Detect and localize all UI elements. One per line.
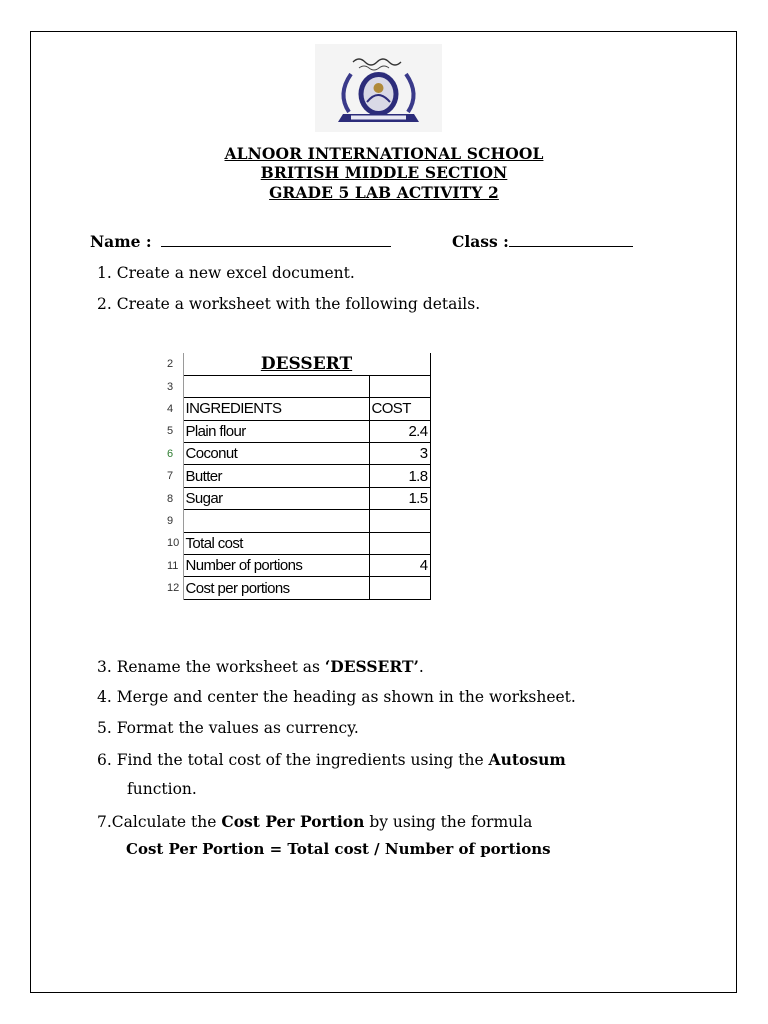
sheet-row xyxy=(164,420,430,442)
sheet-row xyxy=(164,465,430,487)
cell-a xyxy=(183,510,369,532)
name-label: Name : xyxy=(90,232,152,251)
class-label: Class : xyxy=(452,232,509,251)
row-number: 6 xyxy=(164,443,183,465)
cell-a: Number of portions xyxy=(183,555,369,577)
worksheet-title-cell: DESSERT xyxy=(183,353,430,375)
class-field[interactable] xyxy=(452,232,633,251)
cell-a: Coconut xyxy=(183,443,369,465)
cell-b: 2.4 xyxy=(369,420,430,442)
step-7-term: Cost Per Portion xyxy=(221,812,365,831)
step-3-sheet-name: ‘DESSERT’ xyxy=(324,657,419,676)
sheet-row xyxy=(164,353,430,375)
row-number: 2 xyxy=(164,353,183,375)
school-name: ALNOOR INTERNATIONAL SCHOOL xyxy=(224,144,544,163)
cell-b: 1.5 xyxy=(369,487,430,509)
cell-a xyxy=(183,375,369,397)
step-6 xyxy=(97,750,566,769)
sheet-row xyxy=(164,487,430,509)
row-number: 7 xyxy=(164,465,183,487)
cell-b xyxy=(369,577,430,599)
row-number: 10 xyxy=(164,532,183,554)
step-3-text: 3. Rename the worksheet as xyxy=(97,658,325,676)
cost-per-portion-formula: Cost Per Portion = Total cost / Number of portions xyxy=(126,840,551,858)
sheet-row xyxy=(164,532,430,554)
activity-title: GRADE 5 LAB ACTIVITY 2 xyxy=(269,183,499,202)
sheet-row xyxy=(164,443,430,465)
school-logo xyxy=(315,44,442,132)
step-5: 5. Format the values as currency. xyxy=(97,719,359,737)
cell-a: INGREDIENTS xyxy=(183,398,369,420)
row-number: 4 xyxy=(164,398,183,420)
cell-b xyxy=(369,375,430,397)
cell-a: Sugar xyxy=(183,487,369,509)
cell-a: Plain flour xyxy=(183,420,369,442)
row-number: 12 xyxy=(164,577,183,599)
cell-a: Cost per portions xyxy=(183,577,369,599)
step-1: 1. Create a new excel document. xyxy=(97,264,355,282)
cell-a: Total cost xyxy=(183,532,369,554)
step-6-continued: function. xyxy=(127,780,197,798)
row-number: 3 xyxy=(164,375,183,397)
sheet-row xyxy=(164,510,430,532)
row-number: 8 xyxy=(164,487,183,509)
step-3-period: . xyxy=(418,658,424,676)
step-2: 2. Create a worksheet with the following details. xyxy=(97,295,481,313)
row-number: 5 xyxy=(164,420,183,442)
cell-b: 1.8 xyxy=(369,465,430,487)
cell-b: COST xyxy=(369,398,430,420)
step-3 xyxy=(97,657,424,676)
sheet-row xyxy=(164,398,430,420)
dessert-worksheet xyxy=(164,353,431,600)
name-field[interactable] xyxy=(90,232,391,251)
row-number: 11 xyxy=(164,555,183,577)
step-7-text: 7.Calculate the xyxy=(97,813,222,831)
step-4: 4. Merge and center the heading as shown in the worksheet. xyxy=(97,688,576,706)
cell-b xyxy=(369,532,430,554)
cell-b: 3 xyxy=(369,443,430,465)
name-blank-line[interactable] xyxy=(161,232,391,247)
sheet-row xyxy=(164,375,430,397)
sheet-row xyxy=(164,555,430,577)
step-6-autosum: Autosum xyxy=(488,750,566,769)
cell-b: 4 xyxy=(369,555,430,577)
sheet-row xyxy=(164,577,430,599)
step-6-text: 6. Find the total cost of the ingredients using the xyxy=(97,751,489,769)
cell-a: Butter xyxy=(183,465,369,487)
step-7-text-end: by using the formula xyxy=(364,813,533,831)
step-7 xyxy=(97,812,532,831)
school-section: BRITISH MIDDLE SECTION xyxy=(260,163,508,182)
class-blank-line[interactable] xyxy=(509,232,633,247)
row-number: 9 xyxy=(164,510,183,532)
cell-b xyxy=(369,510,430,532)
